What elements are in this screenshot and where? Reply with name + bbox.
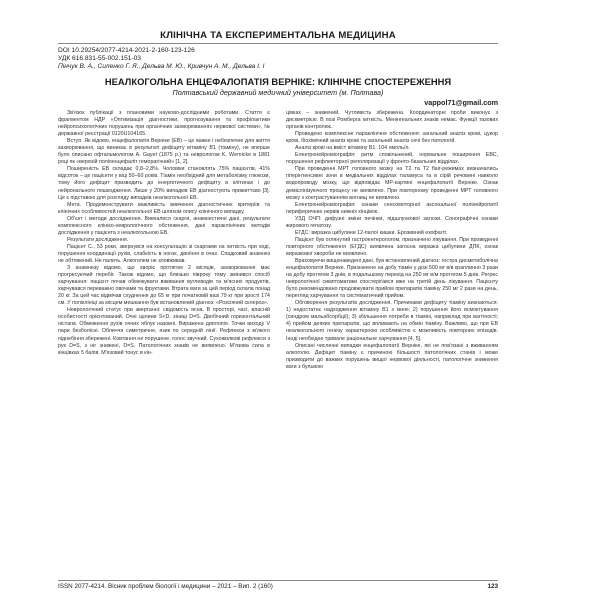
body-paragraph: Зв'язок публікації з плановими науково-дослідними роботами. Стаття є фрагментом НДР «Оптимізація діагностики, прогнозування та профілактики нейропсихологічних порушень при органічних захворюваннях нервової системи», № державної реєстрації 0120U104165. bbox=[58, 110, 270, 138]
udc-code: УДК 616.831-55-002.151-03 bbox=[58, 55, 141, 62]
body-paragraph: УЗД ОЧП: дифузні зміни печінки, підшлункової залози. Сонографічні ознаки жирового гепатозу. bbox=[286, 215, 498, 229]
authors: Пінчук В. А., Силенко Г. Я., Дельва М. Ю., Кривчун А. М., Дельва І. І bbox=[58, 63, 265, 70]
article-meta bbox=[58, 47, 498, 71]
body-paragraph: цівках – знижений. Чутливість збережена. Координаторні проби виконує з дискметрією. В позі Ромберга хиткість. Менінгеальних знаків немає. Функції тазових органів контролює. bbox=[286, 110, 498, 131]
body-paragraph: Вступ. Як відомо, енцефалопатія Верніке (ЕВ) – це важке і небезпечне для життя захворювання, що виникає в результаті дефіциту вітаміну В1 (тіаміну), не вперше було описано офтальмологом A. Gayet (1875 р.) та неврологом K. Wernicke в 1881 році як «верхній поліоенцефаліт геморагічний» [1, 2]. bbox=[58, 138, 270, 166]
journal-citation: ISSN 2077-4214. Вісник проблем біології і медицини – 2021 – Вип. 2 (160) bbox=[58, 583, 273, 590]
page-number: 123 bbox=[487, 583, 498, 590]
body-paragraph: Електронейроміографія: ознаки сенсомоторної аксональної полінейропатії периферичних нервів нижніх кінцівок. bbox=[286, 201, 498, 215]
body-paragraph: Обговорення результатів дослідження. Причинами дефіциту тіаміну визнаються: 1) недостатнє надходження вітаміну В1 з їжею; 2) порушення його всмоктування (синдром мальабсорбції); 3) збільшення потреби в тіаміні, наприклад при вагітності; 4) прийом деяких препаратів, що впливають на обмін тіаміну. Важливо, що при ЕВ неалкогольного генезу характерною особливістю є можливість повторних епізодів. Іноді необхідне тривале раціональне харчування [4, 5]. bbox=[286, 300, 498, 342]
doi[interactable]: DOI 10.29254/2077-4214-2021-2-160-123-126 bbox=[58, 47, 195, 54]
body-column-left bbox=[58, 110, 270, 570]
body-paragraph: Мета. Продемонструвати важливість вивчення діагностичних критеріїв та клінічних особливостей неалкогольної ЕВ шляхом опису клінічного випадку. bbox=[58, 201, 270, 215]
body-paragraph: Електронейроміографія: ритм сповільнений, нормальне поширення ЕВС, порушення рефлекторної реполяризації у фронто-базальних відділах. bbox=[286, 152, 498, 166]
body-paragraph: Пацієнт С., 53 роки, звернувся на консультацію зі скаргами на хиткість при ході, порушення координації рухів, слабкість в ногах, двоїння в очах. Cпадковий анамнез не обтяжений. Не палить. Алкоголем не зловживав. bbox=[58, 243, 270, 264]
body-paragraph: При проведенні МРТ головного мозку на Т2 та Т2 flair-режимах визначались гіперінтенсивні зони в медіальних відділах таламуса та в сірій речовині навколо водопроводу мозку, що відповідає МР-картині енцефалопатії Верніке. Ознак демієлінізуючого процесу не виявлено. При повторному проведенні МРТ головного мозку з контрастуванням вогнищ не виявлено. bbox=[286, 166, 498, 201]
contact-email[interactable]: vappol71@gmail.com bbox=[424, 98, 498, 107]
footer-divider bbox=[58, 580, 498, 581]
body-paragraph: Пацієнт був оглянутий гастроентерологом, призначено лікування. При проведенні повторного обстеження (ЕГДС) виявлена загоєна виразка цибулини ДПК, ознак виразкової хвороби не виявлено. bbox=[286, 236, 498, 257]
body-paragraph: Об'єкт і методи дослідження. Вивчалися скарги, анамнестичні дані, результати комплексного клініко-неврологічного обстеження, дані параклінічних методів дослідження у пацієнта з неалкогольною ЕВ. bbox=[58, 215, 270, 236]
page-footer bbox=[58, 583, 498, 591]
running-header: КЛІНІЧНА ТА ЕКСПЕРИМЕНТАЛЬНА МЕДИЦИНА bbox=[160, 29, 396, 41]
body-paragraph: Аналіз крові на вміст вітаміну В1: 104 нмоль/л. bbox=[295, 145, 410, 152]
body-paragraph: З анамнезу відомо, що хворіє протягом 2 місяців, захворювання має прогресуючий перебіг. Також відомо, що близько півроку тому змінився спосіб харчування: пацієнт почав обмежувати вживання вуглеводів та м'ясних продуктів, харчувався переважно овочами та фруктами. Втрата ваги за цей період склала понад 20 кг. За цей час відмічав схуднення до 65 кг при початковій вазі 79 кг при зрості 174 см. У поліклініці за місцем мешкання був встановлений діагноз: «Розсіяний склероз». bbox=[58, 265, 270, 307]
body-paragraph: ЕГДС: виразка цибулини 12-палої кишки. Ерозивний езофагіт. bbox=[295, 229, 448, 236]
article-title: НЕАЛКОГОЛЬНА ЕНЦЕФАЛОПАТІЯ ВЕРНІКЕ: КЛІНІЧНЕ СПОСТЕРЕЖЕННЯ bbox=[104, 76, 452, 87]
body-paragraph: Враховуючи вищенаведені дані, був встановлений діагноз: гостра дисметаболічна енцефалопатія Верніке. Призначено на добу тіамін у дозі 500 мг в/в краплинно 3 рази на добу протягом 3 днів, в подальшому перехід на 250 мг в/м протягом 5 днів. Регрес неврологічної симптоматики спостерігався вже на третій день лікування. Пацієнту було рекомендовано продовжувати прийом препаратів тіаміну 250 мг 2 рази на день, перегляд харчування та систематичний прийом. bbox=[286, 257, 498, 300]
body-paragraph: Проведено комплексне параклінічне обстеження: загальний аналіз крові, цукор крові, біохімічний аналіз крові та загальний аналіз сечі без патологій. bbox=[286, 131, 498, 145]
body-paragraph: Неврологічний статус при звертанні: свідомість ясна. В просторі, часі, власній особистості орієнтований. Очні щілини S<D, зіниці D=S. Двобічний горизонтальний ністагм. Обмеження рухів очних яблук назовні. Виражена диплопія. Точки виходу V пари безболісні. Обличчя симетричне, язик по середній лінії. Рефлекси з м'якого піднебіння збережені. Ковтання не порушене, голос звучний. Сухожилкові рефлекси з рук D=S, з ніг знижені, D=S. Патологічних знаків не виявлено. М'язова сила в кінцівках 5 балів. М'язовий тонус в кін- bbox=[58, 307, 270, 356]
body-paragraph: Описані численні випадки енцефалопатії Верніке, які не пов'язані з вживанням алкоголю. Дефіцит тіаміну є причиною більшості патологічних станів і може призводити до важких порушень вищої нервової діяльності, патологічне зниження ваги з бульвою bbox=[286, 342, 498, 370]
body-column-right bbox=[286, 110, 498, 570]
header-divider bbox=[58, 43, 498, 44]
affiliation: Полтавський державний медичний університет (м. Полтава) bbox=[172, 88, 384, 97]
body-paragraph: Поширеність ЕВ складає 0,8–2,8%. Чоловіки становлять 75% пацієнтів, 41% відсоток – це пацієнти у віці 50–60 років. Тіамін необхідний для метаболізму глюкози, тому його дефіцит призводить до енергетичного дефіциту в клітинах і до нейронального пошкодження. Лише у 20% випадків ЕВ діагностують прижиттєво [3]. Це є підставою для розгляду випадків неалкогольної ЕВ. bbox=[58, 166, 270, 201]
body-paragraph: Результати дослідження. bbox=[67, 236, 129, 243]
